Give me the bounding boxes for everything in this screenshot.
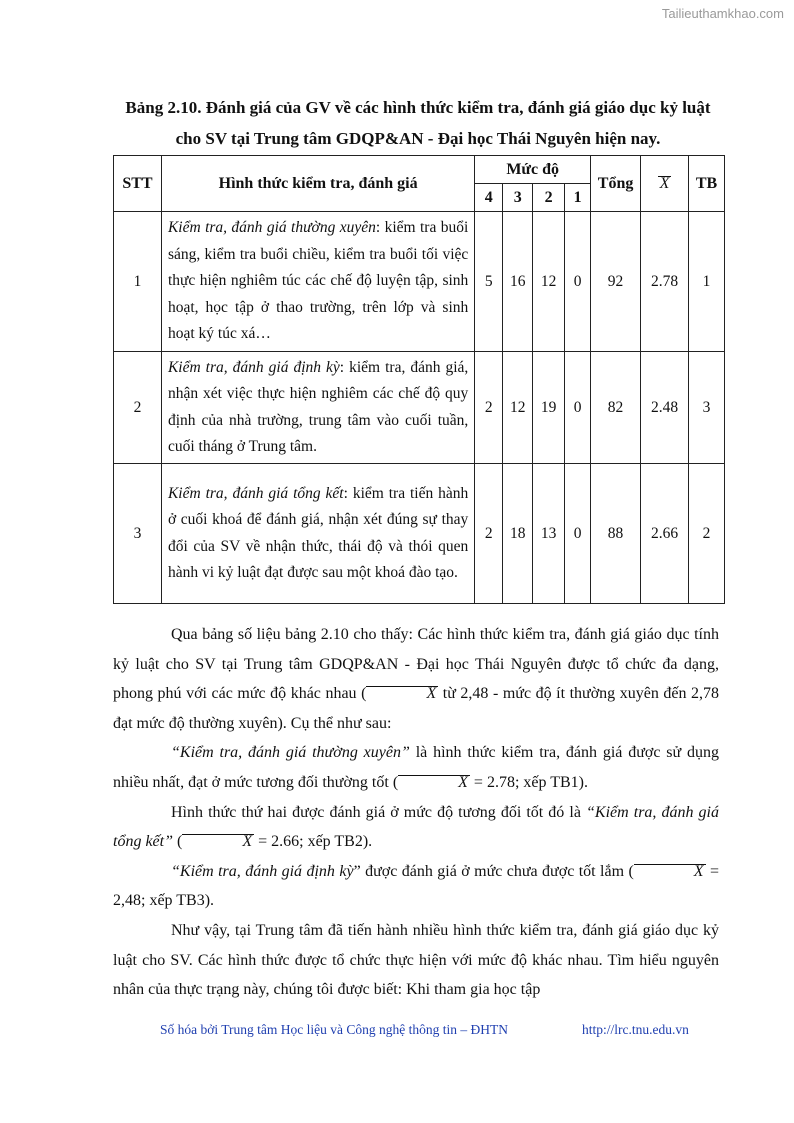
cell-stt: 1 [114,212,162,352]
header-level-3: 3 [503,184,533,212]
paragraph: Qua bảng số liệu bảng 2.10 cho thấy: Các hình thức kiểm tra, đánh giá giáo dục tính kỷ luật cho SV tại Trung tâm GDQP&AN - Đại học Thái Nguyên được tổ chức đa dạng, phong phú với các mức độ khác nhau ( X từ 2,48 - mức độ ít thường xuyên đến 2,78 đạt mức độ thường xuyên). Cụ thể như sau: [113,626,720,732]
table-row [114,212,725,352]
cell-form: Kiểm tra, đánh giá thường xuyên: kiểm tra buổi sáng, kiểm tra buổi chiều, kiểm tra buổi tối việc thực hiện nghiêm túc các chế độ luyện tập, sinh hoạt, học tập ở thao trường, trên lớp và sinh hoạt ký túc xá… [161,212,474,352]
footer-credit: Số hóa bởi Trung tâm Học liệu và Công nghệ thông tin – ĐHTN [160,1022,509,1037]
cell-rank: 2 [688,464,724,604]
cell-level-2: 13 [533,464,565,604]
paragraph: Như vậy, tại Trung tâm đã tiến hành nhiều hình thức kiểm tra, đánh giá giáo dục kỷ luật cho SV. Các hình thức được tổ chức thực hiện với mức độ khác nhau. Tìm hiểu nguyên nhân của thực trạng này, chúng tôi được biết: Khi tham gia học tập [113,921,719,999]
header-mean: X [641,156,689,212]
cell-level-3: 18 [503,464,533,604]
paragraph: Hình thức thứ hai được đánh giá ở mức độ tương đối tốt đó là “Kiểm tra, đánh giá tổng kết” ( X = 2.66; xếp TB2). [113,803,720,851]
cell-level-1: 0 [565,212,591,352]
watermark: Tailieuthamkhao.com [661,6,784,21]
cell-level-4: 5 [475,212,503,352]
cell-total: 82 [591,352,641,464]
cell-mean: 2.66 [641,464,689,604]
cell-stt: 3 [114,464,162,604]
header-level-4: 4 [475,184,503,212]
cell-level-3: 16 [503,212,533,352]
evaluation-table [113,155,725,604]
cell-rank: 3 [688,352,724,464]
cell-mean: 2.78 [641,212,689,352]
cell-level-1: 0 [565,464,591,604]
header-rank: TB [688,156,724,212]
cell-total: 92 [591,212,641,352]
cell-form: Kiểm tra, đánh giá định kỳ: kiểm tra, đánh giá, nhận xét việc thực hiện nghiêm các chế độ quy định của nhà trường, trung tâm vào cuối tuần, cuối tháng ở Trung tâm. [161,352,474,464]
header-level: Mức độ [475,156,591,184]
footer-link[interactable]: http://lrc.tnu.edu.vn [582,1022,689,1037]
cell-total: 88 [591,464,641,604]
cell-rank: 1 [688,212,724,352]
table-row [114,464,725,604]
header-level-2: 2 [533,184,565,212]
paragraph: “Kiểm tra, đánh giá thường xuyên” là hình thức kiểm tra, đánh giá được sử dụng nhiều nhất, đạt ở mức tương đối thường tốt ( X = 2.78; xếp TB1). [113,744,720,791]
header-form: Hình thức kiểm tra, đánh giá [161,156,474,212]
table-caption [100,92,736,154]
cell-level-2: 19 [533,352,565,464]
header-total: Tổng [591,156,641,212]
cell-level-4: 2 [475,464,503,604]
header-stt: STT [114,156,162,212]
caption-line-2: cho SV tại Trung tâm GDQP&AN - Đại học Thái Nguyên hiện nay. [175,129,661,148]
cell-form: Kiểm tra, đánh giá tổng kết: kiểm tra tiến hành ở cuối khoá để đánh giá, nhận xét đúng sự thay đổi của SV về nhận thức, thái độ và thói quen hành vi kỷ luật đạt được sau một khoá đào tạo. [161,464,474,604]
paragraph: “Kiểm tra, đánh giá định kỳ” được đánh giá ở mức chưa được tốt lắm ( X = 2,48; xếp TB3). [113,862,720,910]
cell-level-1: 0 [565,352,591,464]
cell-level-4: 2 [475,352,503,464]
cell-stt: 2 [114,352,162,464]
cell-level-2: 12 [533,212,565,352]
table-row [114,352,725,464]
cell-level-3: 12 [503,352,533,464]
analysis-text [113,620,719,1005]
caption-line-1: Bảng 2.10. Đánh giá của GV về các hình thức kiểm tra, đánh giá giáo dục kỷ luật [125,98,711,117]
header-level-1: 1 [565,184,591,212]
cell-mean: 2.48 [641,352,689,464]
